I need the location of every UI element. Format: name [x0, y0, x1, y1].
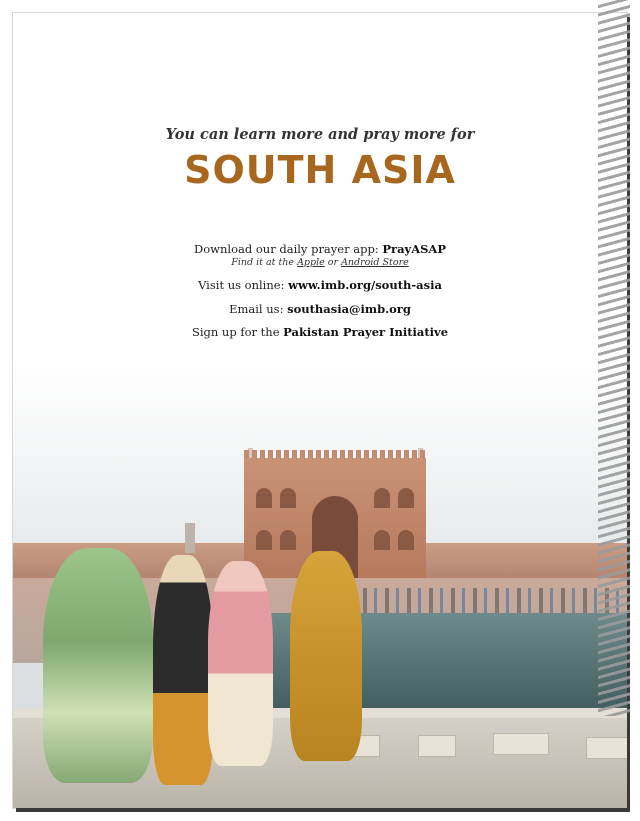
website-link[interactable]: www.imb.org/south-asia — [288, 278, 442, 292]
woman-black-top — [153, 555, 213, 785]
signup-prefix: Sign up for the — [191, 325, 284, 339]
woman-green-sari — [43, 548, 153, 783]
app-name: PrayASAP — [382, 242, 446, 256]
email-prefix: Email us: — [229, 302, 288, 316]
email-link[interactable]: southasia@imb.org — [287, 302, 411, 316]
woman-yellow-sari — [290, 551, 362, 761]
email-line — [13, 302, 627, 316]
website-line — [13, 278, 627, 292]
stone-block — [586, 737, 627, 759]
signup-link[interactable]: Pakistan Prayer Initiative — [283, 325, 449, 339]
signup-line — [13, 325, 627, 339]
stone-block — [493, 733, 549, 755]
page-edge-pattern — [598, 0, 630, 716]
app-prefix: Download our daily prayer app: — [194, 242, 383, 256]
app-find-prefix: Find it at the — [231, 257, 298, 268]
mosque-photo — [13, 363, 627, 808]
stores-or: or — [324, 257, 342, 268]
web-prefix: Visit us online: — [198, 278, 289, 292]
page — [13, 13, 627, 808]
app-stores-line — [13, 257, 627, 268]
stone-block — [418, 735, 456, 757]
app-line — [13, 242, 627, 256]
tower — [185, 523, 195, 553]
android-store-link[interactable]: Android Store — [341, 257, 409, 268]
woman-pink-sari — [208, 561, 273, 766]
apple-store-link[interactable]: Apple — [297, 257, 325, 268]
intro-text: You can learn more and pray more for — [165, 126, 475, 143]
headline-title: SOUTH ASIA — [184, 148, 456, 192]
